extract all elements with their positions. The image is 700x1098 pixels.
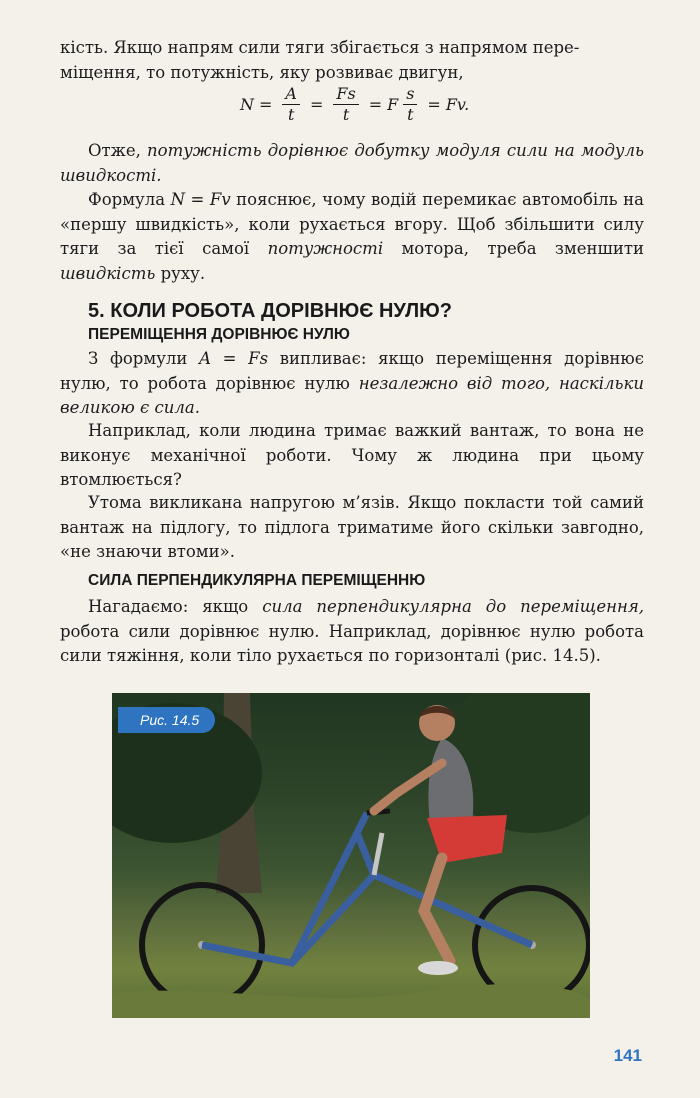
p3-text: Утома викликана напругою м’язів. Якщо покласти той самий вантаж на підлогу, то підлога триматиме його скільки завгодно, «не знаючи втоми». <box>60 493 644 561</box>
frac-num-a: A <box>282 84 300 105</box>
cyclist-illustration <box>112 693 590 1018</box>
fp-text-2: пояснює, чому водій перемикає автомобіль на «першу швидкість», коли рухається вгору. Щоб збільшити силу тяги за тієї самої <box>60 190 644 258</box>
formula-f: F <box>387 95 399 114</box>
fp-text-4: руху. <box>155 263 206 283</box>
conclusion-italic: потужність дорівнює добутку модуля сили на модуль швидкості. <box>60 141 644 185</box>
p4-text-1: Нагадаємо: якщо <box>88 597 263 616</box>
p1-formula: A = Fs <box>199 349 269 368</box>
formula-eq-1: = <box>259 95 273 114</box>
formula-eq-4: = <box>427 95 441 114</box>
frac-den-t3: t <box>407 105 414 124</box>
frac-den-t1: t <box>287 105 295 124</box>
intro-line-1: кість. Якщо напрям сили тяги збігається з напрямом пере- <box>60 38 580 57</box>
paragraph-4 <box>60 595 644 669</box>
intro-text <box>60 36 644 85</box>
subheading-displacement-zero: ПЕРЕМІЩЕННЯ ДОРІВНЮЄ НУЛЮ <box>88 326 350 343</box>
formula-fv: Fv. <box>445 95 470 114</box>
fraction-fs-over-t <box>333 84 358 125</box>
conclusion-lead: Отже, <box>88 141 148 160</box>
paragraph-2 <box>60 419 644 493</box>
fraction-s-over-t <box>403 84 417 125</box>
paragraph-3 <box>60 491 644 565</box>
p4-text-2: робота сили дорівнює нулю. Наприклад, дорівнює нулю робота сили тяжіння, коли тіло рухається по горизонталі (рис. 14.5). <box>60 621 644 665</box>
page-number: 141 <box>613 1046 642 1065</box>
intro-line-2: міщення, то потужність, яку розвиває двигун, <box>60 62 464 82</box>
figure-caption-badge: Рис. 14.5 <box>118 707 215 733</box>
fraction-a-over-t <box>282 84 300 125</box>
p1-text-2: випливає: якщо переміщення дорівнює нулю, то робота дорівнює нулю <box>60 349 644 393</box>
fp-italic-speed: швидкість <box>60 263 156 283</box>
fp-italic-power: потужності <box>267 239 384 258</box>
p2-text: Наприклад, коли людина тримає важкий вантаж, то вона не виконує механічної роботи. Чому ж людина при цьому втомлюється? <box>60 421 644 489</box>
subheading-perpendicular-force: СИЛА ПЕРПЕНДИКУЛЯРНА ПЕРЕМІЩЕННЮ <box>88 572 426 589</box>
figure-photo-cyclist <box>112 693 590 1018</box>
frac-den-t2: t <box>342 105 350 124</box>
grass-ground <box>112 984 590 1018</box>
section-title: 5. КОЛИ РОБОТА ДОРІВНЮЄ НУЛЮ? <box>88 300 452 322</box>
p1-italic: незалежно від того, наскільки великою є сила. <box>60 373 645 417</box>
power-formula <box>240 84 469 125</box>
paragraph-1 <box>60 347 644 421</box>
rider-shoe <box>418 961 458 975</box>
fp-formula: N = Fv <box>170 190 231 209</box>
fp-text-3: мотора, треба зменшити <box>383 239 644 258</box>
formula-eq-3: = <box>368 95 383 114</box>
conclusion-paragraph <box>60 139 644 188</box>
fork <box>374 833 382 875</box>
p4-italic: сила перпендикулярна до переміщення, <box>262 597 644 616</box>
p1-text-1: З формули <box>88 349 200 368</box>
formula-eq-2: = <box>309 95 324 114</box>
fp-text-1: Формула <box>88 190 171 209</box>
formula-lhs: N <box>240 95 254 114</box>
frac-num-fs: Fs <box>333 84 358 105</box>
formula-paragraph <box>60 188 644 286</box>
frac-num-s: s <box>403 84 417 105</box>
